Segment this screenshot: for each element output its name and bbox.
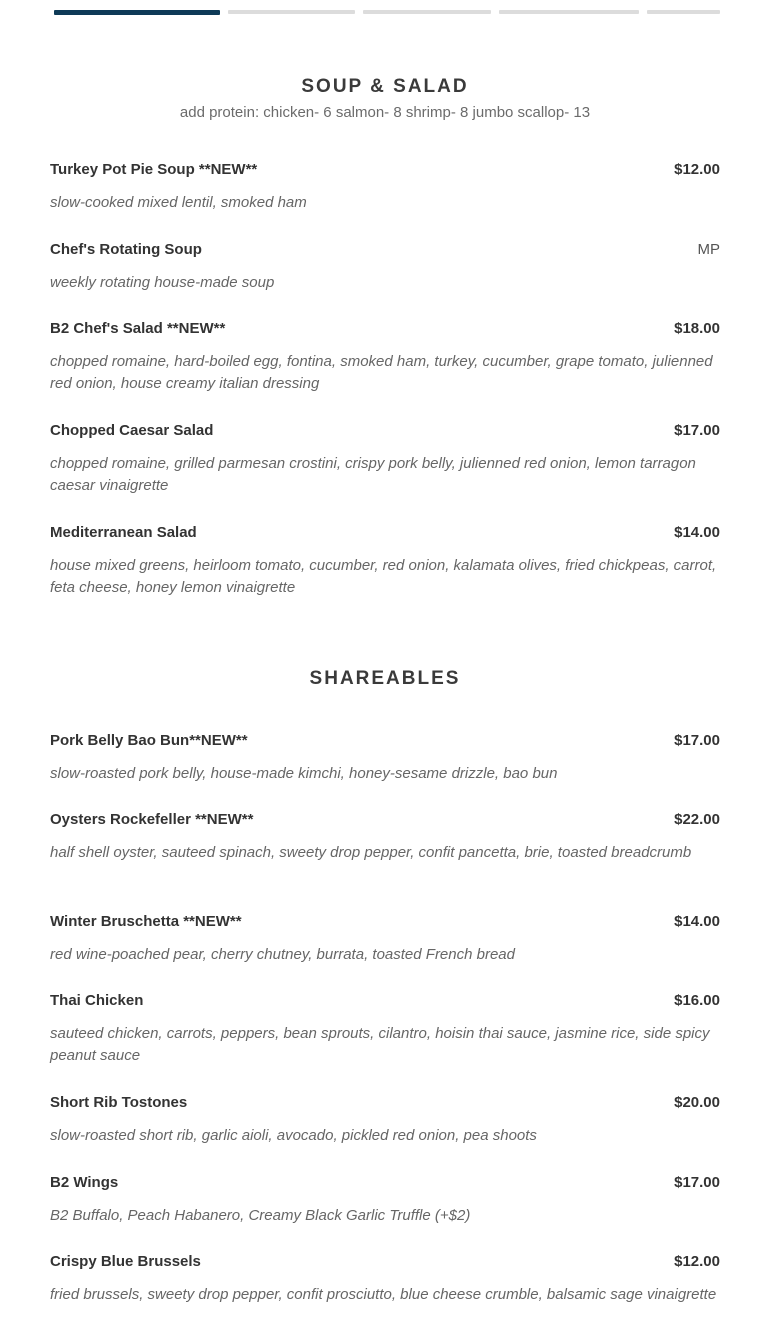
item-description: weekly rotating house-made soup (50, 274, 275, 291)
menu-item (50, 992, 720, 1067)
item-price: MP (697, 241, 720, 258)
item-name: Thai Chicken (50, 992, 144, 1009)
item-name: Short Rib Tostones (50, 1094, 188, 1111)
item-description: fried brussels, sweety drop pepper, confit prosciutto, blue cheese crumble, balsamic sage vinaigrette (50, 1286, 717, 1303)
item-description: house mixed greens, heirloom tomato, cucumber, red onion, kalamata olives, fried chickpeas, carrot, feta cheese, honey lemon vinaigrette (50, 557, 717, 596)
item-description: slow-roasted pork belly, house-made kimchi, honey-sesame drizzle, bao bun (50, 765, 558, 782)
tab-3[interactable] (363, 10, 491, 14)
item-price: $12.00 (674, 161, 720, 178)
menu-item (50, 524, 720, 599)
item-description: slow-roasted short rib, garlic aioli, avocado, pickled red onion, pea shoots (50, 1127, 537, 1144)
section-title: SOUP & SALAD (301, 76, 469, 97)
item-name: Winter Bruschetta **NEW** (50, 913, 242, 930)
item-price: $17.00 (674, 732, 720, 749)
item-name: Oysters Rockefeller **NEW** (50, 811, 254, 828)
item-name: Turkey Pot Pie Soup **NEW** (50, 161, 258, 178)
item-name: Crispy Blue Brussels (50, 1253, 201, 1270)
menu-item (50, 320, 720, 395)
section-subtitle: add protein: chicken- 6 salmon- 8 shrimp- 8 jumbo scallop- 13 (179, 104, 591, 121)
item-name: B2 Chef's Salad **NEW** (50, 320, 226, 337)
item-price: $18.00 (674, 320, 720, 337)
item-description: slow-cooked mixed lentil, smoked ham (50, 194, 307, 211)
item-price: $14.00 (674, 913, 720, 930)
menu-item (50, 1094, 720, 1147)
item-price: $20.00 (674, 1094, 720, 1111)
item-name: Chef's Rotating Soup (50, 241, 202, 258)
item-description: half shell oyster, sauteed spinach, sweety drop pepper, confit pancetta, brie, toasted breadcrumb (50, 844, 692, 861)
menu-item (50, 732, 720, 785)
item-price: $14.00 (674, 524, 720, 541)
section-title: SHAREABLES (309, 668, 461, 689)
item-name: Mediterranean Salad (50, 524, 197, 541)
menu-item (50, 161, 720, 214)
item-name: B2 Wings (50, 1174, 119, 1191)
menu-item (50, 241, 720, 294)
tab-soup-salad[interactable] (54, 10, 220, 15)
menu-item (50, 913, 720, 966)
menu-item (50, 1253, 720, 1306)
tab-4[interactable] (499, 10, 639, 14)
tab-5[interactable] (647, 10, 720, 14)
item-description: chopped romaine, hard-boiled egg, fontina, smoked ham, turkey, cucumber, grape tomato, julienned red onion, house creamy italian dressing (50, 353, 713, 392)
section-soup-salad (50, 76, 720, 596)
item-price: $16.00 (674, 992, 720, 1009)
item-description: sauteed chicken, carrots, peppers, bean sprouts, cilantro, hoisin thai sauce, jasmine rice, side spicy peanut sauce (50, 1025, 710, 1064)
item-price: $12.00 (674, 1253, 720, 1270)
menu-item (50, 1174, 720, 1227)
category-tabs (54, 10, 720, 15)
item-price: $22.00 (674, 811, 720, 828)
item-name: Chopped Caesar Salad (50, 422, 214, 439)
menu-item (50, 811, 720, 864)
item-description: chopped romaine, grilled parmesan crostini, crispy pork belly, julienned red onion, lemon tarragon caesar vinaigrette (50, 455, 696, 494)
item-description: B2 Buffalo, Peach Habanero, Creamy Black Garlic Truffle (+$2) (50, 1207, 471, 1224)
menu-item (50, 422, 720, 497)
item-name: Pork Belly Bao Bun**NEW** (50, 732, 248, 749)
item-price: $17.00 (674, 422, 720, 439)
item-price: $17.00 (674, 1174, 720, 1191)
section-shareables (50, 668, 720, 1303)
tab-2[interactable] (228, 10, 355, 14)
item-description: red wine-poached pear, cherry chutney, burrata, toasted French bread (50, 946, 515, 963)
